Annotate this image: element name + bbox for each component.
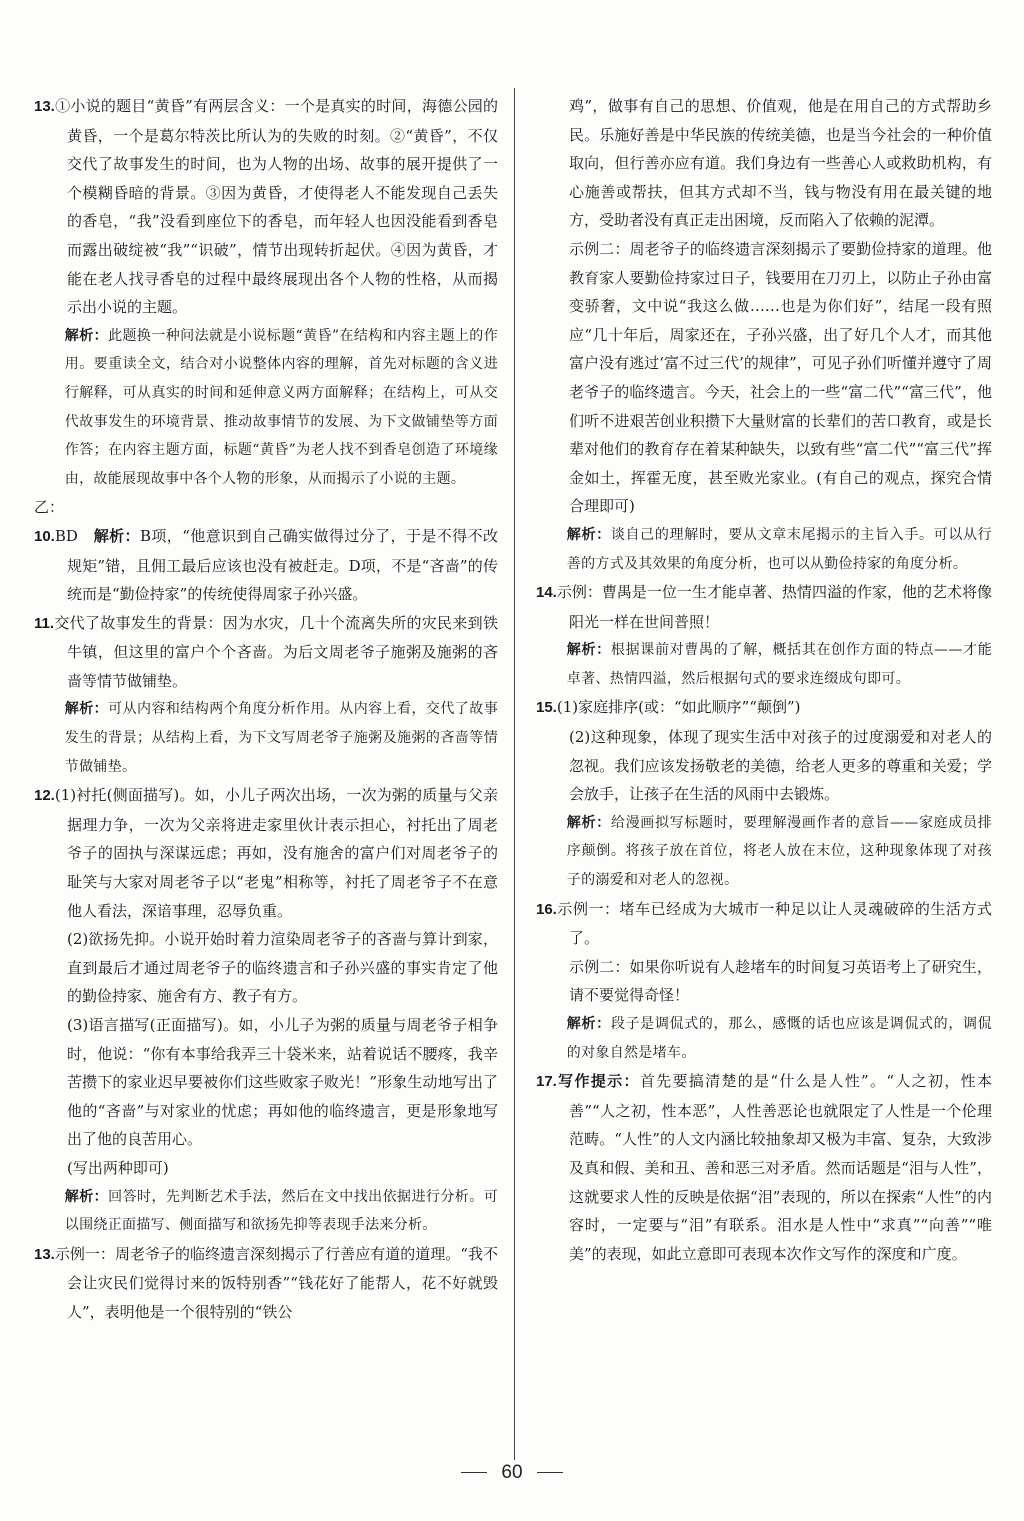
answer-13-b-continued: 鸡”，做事有自己的思想、价值观，他是在用自己的方式帮助乡民。乐施好善是中华民族的传统美德，也是当今社会的一种价值取向，但行善亦应有道。我们身边有一些善心人或救助机构，有心施善或帮扶，但其方式却不当，钱与物没有用在最关键的地方，受助者没有真正走出困境，反而陷入了依赖的泥潭。: [569, 97, 992, 230]
question-number: 16.: [536, 900, 557, 918]
explanation-label: 解析：: [566, 814, 611, 831]
writing-tip-label: 写作提示：: [556, 1072, 640, 1091]
explanation: [34, 322, 498, 494]
answer-12-part-2: (2)欲扬先抑。小说开始时着力渲染周老爷子的吝啬与算计到家，直到最后才通过周老爷子的临终遗言和子孙兴盛的事实肯定了他的勤俭持家、施舍有方、教子有方。: [67, 930, 498, 1006]
explanation: [34, 1183, 498, 1240]
question-number: 15.: [536, 699, 557, 717]
footer-dash-right: [537, 1472, 563, 1473]
explanation-label: 解析：: [64, 327, 109, 344]
footer-dash-left: [461, 1472, 487, 1473]
answer-11: [34, 609, 498, 696]
question-number: 12.: [34, 787, 55, 805]
explanation-label: 解析：: [566, 1016, 611, 1032]
explanation: [536, 1010, 992, 1067]
question-number: 13.: [34, 98, 55, 115]
right-column: [536, 92, 992, 1268]
page-number: 60: [501, 1462, 523, 1483]
column-divider: [514, 88, 515, 1460]
explanation: [536, 809, 992, 895]
answer-17: [536, 1067, 992, 1268]
page-footer: [0, 1462, 1024, 1484]
explanation-text: 可从内容和结构两个角度分析作用。从内容上看，交代了故事发生的背景；从结构上看，为下文写周老爷子施粥及施粥的吝啬等情节做铺垫。: [64, 701, 498, 775]
question-number: 11.: [34, 614, 55, 632]
explanation-label: 解析：: [566, 642, 611, 659]
explanation-text: 谈自己的理解时，要从文章末尾揭示的主旨入手。可以从行善的方式及其效果的角度分析，也可以从勤俭持家的角度分析。: [566, 526, 992, 572]
question-number: 17.: [536, 1073, 557, 1091]
answer-text: ①小说的题目“黄昏”有两层含义：一个是真实的时间，海德公园的黄昏，一个是葛尔特茨比所认为的失败的时刻。②“黄昏”，不仅交代了故事发生的时间，也为人物的出场、故事的展开提供了一个模糊昏暗的背景。③因为黄昏，才使得老人不能发现自己丢失的香皂，“我”没看到座位下的香皂，而年轻人也因没能看到香皂而露出破绽被“我”“识破”，情节出现转折起伏。④因为黄昏，才能在老人找寻香皂的过程中最终展现出各个人物的性格，从而揭示出小说的主题。: [54, 97, 498, 317]
answer-13-example-2: 示例二：周老爷子的临终遗言深刻揭示了要勤俭持家的道理。他教育家人要勤俭持家过日子，钱要用在刀刃上，以防止子孙由富变骄奢，文中说“我这么做……也是为你们好”，结尾一段有照应“几十年后，周家还在，子孙兴盛，出了好几个人才，而其他富户没有逃过‘富不过三代’的规律”，可见子孙们听懂并遵守了周老爷子的临终遗言。今天，社会上的一些“富二代”“富三代”，他们听不进艰苦创业积攒下大量财富的长辈们的苦口教育，或是长辈对他们的教育存在着某种缺失，以致有些“富二代”“富三代”挥金如土，挥霍无度，甚至败光家业。(有自己的观点，探究合情合理即可): [569, 239, 992, 516]
answer-13-a: [34, 92, 498, 322]
answer-10: [34, 522, 498, 609]
explanation-label: 解析：: [64, 1188, 109, 1205]
answer-text: 交代了故事发生的背景：因为水灾，几十个流离失所的灾民来到铁牛镇，但这里的富户个个吝啬。为后文周老爷子施粥及施粥的吝啬等情节做铺垫。: [54, 613, 498, 690]
answer-16-example-2: 示例二：如果你听说有人趁堵车的时间复习英语考上了研究生，请不要觉得奇怪！: [569, 957, 992, 1005]
answer-12-note: (写出两种即可): [67, 1158, 169, 1177]
answer-12-part-3: (3)语言描写(正面描写)。如，小儿子为粥的质量与周老爷子相争时，他说：“你有本事给我弄三十袋米来，站着说话不腰疼，我辛苦攒下的家业迟早要被你们这些败家子败光！”形象生动地写出了他的“吝啬”与对家业的忧虑；再如他的临终遗言，更是形象地写出了他的良苦用心。: [67, 1016, 498, 1149]
explanation: [536, 636, 992, 693]
explanation-text: 根据课前对曹禺的了解，概括其在创作方面的特点——才能卓著、热情四溢，然后根据句式的要求连缀成句即可。: [566, 642, 992, 687]
answer-text: 示例一：周老爷子的临终遗言深刻揭示了行善应有道的道理。“我不会让灾民们觉得讨来的饭特别香”“钱花好了能帮人，花不好就毁人”，表明他是一个很特别的“铁公: [54, 1244, 498, 1321]
explanation-text: 给漫画拟写标题时，要理解漫画作者的意旨——家庭成员排序颠倒。将孩子放在首位，将老人放在末位，这种现象体现了对孩子的溺爱和对老人的忽视。: [566, 814, 992, 889]
answer-text: BD: [54, 526, 94, 545]
answer-text: (1)衬托(侧面描写)。如，小儿子两次出场，一次为粥的质量与父亲据理力争，一次为父亲将进走家里伙计表示担心，衬托出了周老爷子的固执与深谋远虑；再如，没有施舍的富户们对周老爷子的耻笑与大家对周老爷子以“老鬼”相称等，衬托了周老爷子不在意他人看法，深谙事理，忍辱负重。: [54, 786, 498, 920]
explanation: [536, 521, 992, 578]
answer-16: [536, 895, 992, 953]
answer-12: [34, 781, 498, 925]
answer-15-part-2: (2)这种现象，体现了现实生活中对孩子的过度溺爱和对老人的忽视。我们应该发扬敬老的美德，给老人更多的尊重和关爱；学会放手，让孩子在生活的风雨中去锻炼。: [569, 728, 992, 804]
section-label: 乙：: [34, 498, 65, 517]
left-column: [34, 92, 498, 1327]
explanation: [34, 695, 498, 781]
explanation-text: 段子是调侃式的，那么，感慨的话也应该是调侃式的，调侃的对象自然是堵车。: [566, 1016, 992, 1061]
answer-15: [536, 693, 992, 723]
question-number: 13.: [34, 1245, 55, 1263]
answer-text: 示例一：堵车已经成为大城市一种足以让人灵魂破碎的生活方式了。: [556, 899, 992, 948]
writing-tip-text: 首先要搞清楚的是“什么是人性”。“人之初，性本善”“人之初，性本恶”，人性善恶论也就限定了人性是一个伦理范畴。“人性”的人文内涵比较抽象却又极为丰富、复杂，大致涉及真和假、美和丑、善和恶三对矛盾。然而话题是“泪与人性”，这就要求人性的反映是依据“泪”表现的，所以在探索“人性”的内容时，一定要与“泪”有联系。泪水是人性中“求真”“向善”“唯美”的表现，如此立意即可表现本次作文写作的深度和广度。: [569, 1072, 992, 1263]
answer-13-b: [34, 1240, 498, 1327]
answer-14: [536, 578, 992, 636]
explanation-label: 解析：: [93, 526, 140, 545]
explanation-text: 回答时，先判断艺术手法，然后在文中找出依据进行分析。可以围绕正面描写、侧面描写和欲扬先抑等表现手法来分析。: [64, 1188, 498, 1234]
explanation-text: B项，“他意识到自己确实做得过分了，于是不得不改规矩”错，且佣工最后应该也没有被赶走。D项，不是“吝啬”的传统而是“勤俭持家”的传统使得周家子孙兴盛。: [67, 526, 498, 604]
explanation-label: 解析：: [566, 526, 611, 543]
question-number: 14.: [536, 584, 557, 602]
answer-text: 示例：曹禺是一位一生才能卓著、热情四溢的作家，他的艺术将像阳光一样在世间普照！: [556, 583, 992, 631]
explanation-text: 此题换一种问法就是小说标题“黄昏”在结构和内容主题上的作用。要重读全文，结合对小说整体内容的理解，首先对标题的含义进行解释，可从真实的时间和延伸意义两方面解释；在结构上，可从交代故事发生的环境背景、推动故事情节的发展、为下文做铺垫等方面作答；在内容主题方面，标题“黄昏”为老人找不到香皂创造了环境缘由，故能展现故事中各个人物的形象，从而揭示了小说的主题。: [64, 327, 498, 487]
question-number: 10.: [34, 527, 55, 545]
explanation-label: 解析：: [64, 701, 109, 718]
answer-text: (1)家庭排序(或：“如此顺序”“颠倒”): [556, 698, 801, 717]
